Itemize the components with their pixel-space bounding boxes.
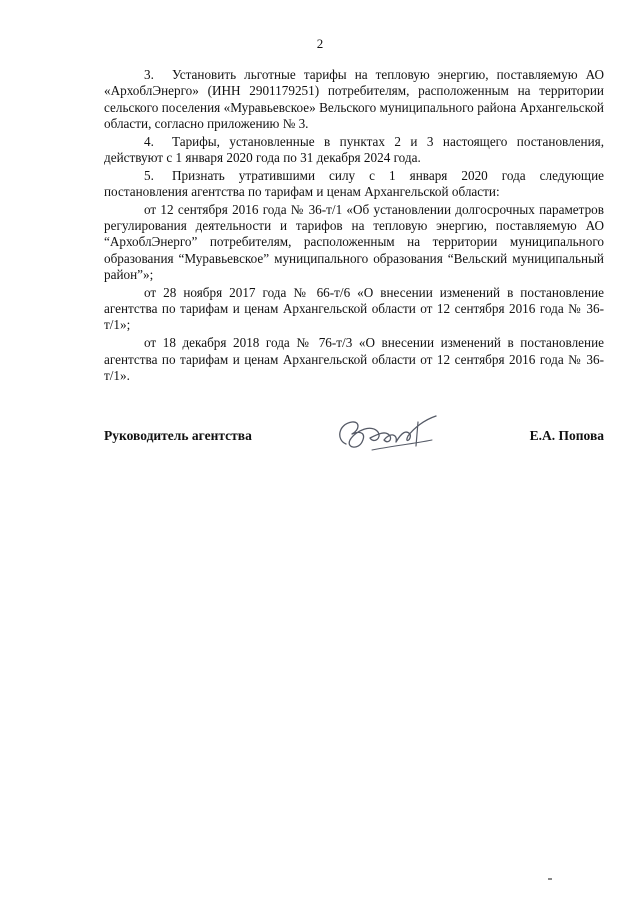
repealed-act-1 [104,202,604,283]
paragraph-number: 5. [144,167,154,183]
paragraph-text: Установить льготные тарифы на тепловую энергию, поставляемую АО «АрхоблЭнерго» (ИНН 2901179251) потребителям, расположенным на территории сельского поселения «Муравьевское» Вельского муниципального района Архангельской области, согласно приложению № 3. [104,67,604,131]
signer-title: Руководитель агентства [104,428,252,443]
handwritten-signature [332,410,442,458]
scan-mark [548,878,552,880]
paragraph-number: 4. [144,133,154,149]
page-number: 2 [316,36,324,51]
repealed-act-2 [104,285,604,334]
signature-block [104,424,604,454]
paragraph-text: Тарифы, установленные в пунктах 2 и 3 настоящего постановления, действуют с 1 января 2020 года по 31 декабря 2024 года. [104,133,604,165]
paragraph-text: от 18 декабря 2018 года № 76-т/3 «О внесении изменений в постановление агентства по тарифам и ценам Архангельской области от 12 сентября 2016 года № 36-т/1». [104,335,604,383]
paragraph-item-5 [104,168,604,201]
paragraph-number: 3. [144,67,154,82]
repealed-act-3 [104,335,604,384]
paragraph-item-4 [104,134,604,167]
signer-name: Е.А. Попова [529,428,604,443]
document-body [104,67,604,386]
paragraph-text: от 28 ноября 2017 года № 66-т/6 «О внесении изменений в постановление агентства по тарифам и ценам Архангельской области от 12 сентября 2016 года № 36-т/1»; [104,284,604,333]
paragraph-text: от 12 сентября 2016 года № 36-т/1 «Об установлении долгосрочных параметров регулирования деятельности и тарифов на тепловую энергию, поставляемую АО “АрхоблЭнерго” потребителям, расположенным на территории муниципального образования “Муравьевское” муниципального образования “Вельский муниципальный район”»; [104,201,604,283]
paragraph-item-3 [104,67,604,132]
paragraph-text: Признать утратившими силу с 1 января 2020 года следующие постановления агентства по тарифам и ценам Архангельской области: [104,167,604,200]
